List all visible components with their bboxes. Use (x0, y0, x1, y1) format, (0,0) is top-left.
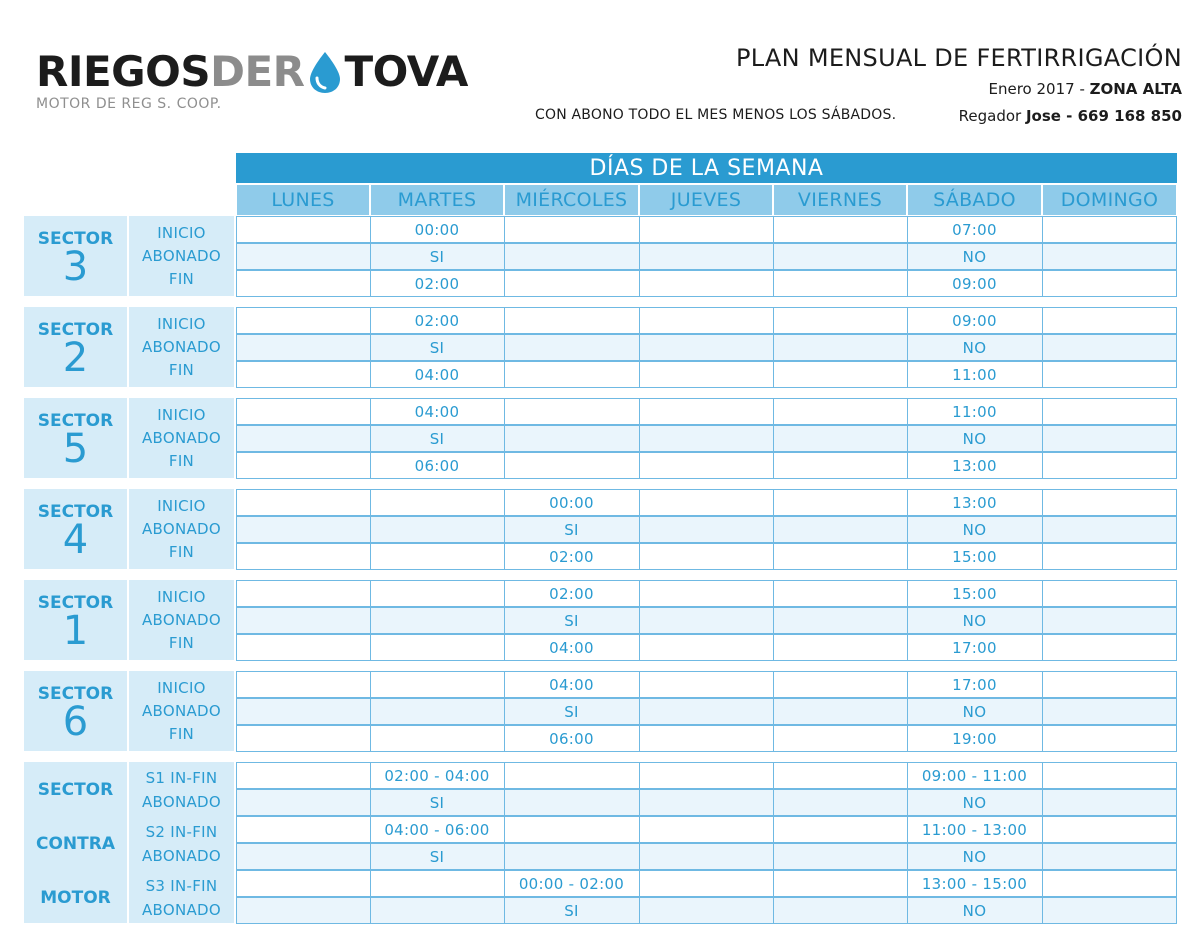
schedule-cell: 04:00 (549, 676, 594, 694)
sector-number: 2 (62, 335, 89, 381)
schedule-cell: 13:00 (952, 494, 997, 512)
contra-word: CONTRA (36, 834, 115, 854)
schedule-cell (773, 762, 907, 789)
schedule-cell: SI (564, 902, 579, 920)
schedule-cell (236, 843, 370, 870)
schedule-cell (639, 334, 773, 361)
schedule-cell: NO (962, 703, 987, 721)
schedule-cell (773, 425, 907, 452)
schedule-cell (370, 870, 504, 897)
schedule-cell (236, 671, 370, 698)
day-header-3: MIÉRCOLES (505, 185, 638, 215)
schedule-cell: NO (962, 848, 987, 866)
schedule-cell (773, 243, 907, 270)
schedule-cell (639, 361, 773, 388)
schedule-cell (773, 843, 907, 870)
schedule-cell (639, 270, 773, 297)
schedule-cell (236, 897, 370, 924)
schedule-cell (370, 516, 504, 543)
document-title: PLAN MENSUAL DE FERTIRRIGACIÓN (735, 44, 1182, 72)
sector-title: SECTOR (37, 320, 114, 340)
schedule-cell: 13:00 (952, 457, 997, 475)
schedule-cell (236, 489, 370, 516)
schedule-cell (639, 762, 773, 789)
row-label: ABONADO (141, 520, 222, 538)
schedule-cell (1042, 843, 1177, 870)
schedule-cell: 11:00 (952, 403, 997, 421)
schedule-cell (639, 425, 773, 452)
schedule-cell (1042, 489, 1177, 516)
row-label: INICIO (157, 679, 206, 697)
sector-number: 4 (62, 517, 89, 563)
schedule-cell (639, 897, 773, 924)
logo-subtitle: MOTOR DE REG S. COOP. (36, 96, 222, 112)
row-label: FIN (168, 452, 195, 470)
sector-title: SECTOR (37, 411, 114, 431)
schedule-cell (1042, 580, 1177, 607)
schedule-cell (504, 307, 639, 334)
schedule-cell (370, 543, 504, 570)
schedule-cell: 00:00 (414, 221, 460, 239)
schedule-cell (370, 580, 504, 607)
schedule-cell (236, 607, 370, 634)
schedule-cell: 17:00 (952, 676, 997, 694)
schedule-cell (236, 452, 370, 479)
schedule-cell (1042, 334, 1177, 361)
sector-number: 6 (62, 699, 89, 745)
schedule-cell (1042, 607, 1177, 634)
schedule-cell (639, 725, 773, 752)
row-label: FIN (168, 725, 195, 743)
week-header: DÍAS DE LA SEMANA (236, 153, 1177, 183)
schedule-cell (773, 516, 907, 543)
schedule-cell (773, 361, 907, 388)
schedule-cell (1042, 398, 1177, 425)
schedule-cell (1042, 698, 1177, 725)
schedule-cell: 02:00 - 04:00 (384, 767, 490, 785)
schedule-cell (1042, 361, 1177, 388)
day-header-6: SÁBADO (908, 185, 1041, 215)
schedule-cell: SI (564, 521, 579, 539)
schedule-cell (370, 897, 504, 924)
schedule-cell (773, 334, 907, 361)
zone-label: ZONA ALTA (1089, 80, 1182, 98)
schedule-cell (639, 307, 773, 334)
schedule-cell (773, 216, 907, 243)
schedule-cell: 04:00 - 06:00 (384, 821, 490, 839)
schedule-cell: 11:00 (952, 366, 997, 384)
schedule-cell (1042, 543, 1177, 570)
schedule-cell: 04:00 (414, 366, 460, 384)
schedule-cell: 15:00 (952, 585, 997, 603)
logo-text-tova: TOVA (344, 47, 468, 96)
sector-title: SECTOR (37, 502, 114, 522)
schedule-cell (639, 216, 773, 243)
schedule-cell (236, 543, 370, 570)
schedule-cell (504, 270, 639, 297)
row-label: FIN (168, 270, 195, 288)
schedule-cell (504, 762, 639, 789)
schedule-cell (504, 843, 639, 870)
schedule-cell: NO (962, 248, 987, 266)
row-label: INICIO (157, 315, 206, 333)
schedule-cell (1042, 816, 1177, 843)
schedule-cell (773, 816, 907, 843)
schedule-cell (1042, 243, 1177, 270)
schedule-cell: 09:00 - 11:00 (921, 767, 1028, 785)
day-header-1: LUNES (237, 185, 369, 215)
logo-text-der: DER (210, 47, 305, 96)
schedule-cell (370, 634, 504, 661)
contra-row-label: S2 IN-FIN (145, 823, 218, 841)
schedule-cell (773, 725, 907, 752)
schedule-cell: NO (962, 430, 987, 448)
schedule-cell: SI (429, 848, 445, 866)
schedule-cell: SI (564, 703, 579, 721)
schedule-cell: 09:00 (952, 312, 997, 330)
schedule-cell (1042, 671, 1177, 698)
schedule-cell: NO (962, 339, 987, 357)
schedule-cell (504, 398, 639, 425)
schedule-cell (236, 243, 370, 270)
fertilizer-note: CON ABONO TODO EL MES MENOS LOS SÁBADOS. (535, 107, 897, 123)
schedule-cell (370, 725, 504, 752)
row-label: INICIO (157, 224, 206, 242)
schedule-cell (639, 870, 773, 897)
schedule-cell: SI (429, 339, 445, 357)
sector-title: SECTOR (37, 229, 114, 249)
day-header-2: MARTES (371, 185, 503, 215)
schedule-cell (1042, 870, 1177, 897)
row-label: ABONADO (141, 247, 222, 265)
row-label: INICIO (157, 497, 206, 515)
schedule-cell (504, 334, 639, 361)
schedule-cell: 00:00 - 02:00 (518, 875, 625, 893)
schedule-cell (639, 634, 773, 661)
schedule-cell (1042, 762, 1177, 789)
schedule-cell (773, 398, 907, 425)
row-label: ABONADO (141, 429, 222, 447)
logo-text-riegos: RIEGOS (36, 47, 211, 96)
contra-row-label: ABONADO (141, 901, 222, 919)
contra-row-label: S1 IN-FIN (145, 769, 218, 787)
schedule-cell (236, 307, 370, 334)
schedule-cell (639, 489, 773, 516)
schedule-cell (1042, 425, 1177, 452)
schedule-cell (504, 243, 639, 270)
schedule-cell (639, 516, 773, 543)
schedule-cell: 17:00 (952, 639, 997, 657)
regador-label: Regador (958, 107, 1026, 125)
schedule-cell (639, 580, 773, 607)
schedule-cell (236, 361, 370, 388)
schedule-cell: 09:00 (952, 275, 997, 293)
schedule-cell (236, 216, 370, 243)
schedule-cell (236, 789, 370, 816)
schedule-cell: NO (962, 902, 987, 920)
schedule-cell: NO (962, 794, 987, 812)
company-logo (36, 47, 468, 96)
schedule-cell (236, 634, 370, 661)
schedule-cell (773, 607, 907, 634)
schedule-cell (1042, 634, 1177, 661)
schedule-cell (639, 398, 773, 425)
contra-row-label: ABONADO (141, 793, 222, 811)
sector-title: SECTOR (37, 593, 114, 613)
schedule-cell: SI (429, 794, 445, 812)
schedule-cell: NO (962, 612, 987, 630)
row-label: INICIO (157, 406, 206, 424)
schedule-cell: 04:00 (549, 639, 594, 657)
row-label: ABONADO (141, 702, 222, 720)
schedule-cell (504, 816, 639, 843)
schedule-cell: 00:00 (549, 494, 594, 512)
schedule-cell (504, 425, 639, 452)
schedule-cell (773, 698, 907, 725)
schedule-cell (236, 816, 370, 843)
schedule-cell (773, 580, 907, 607)
sector-title: SECTOR (37, 684, 114, 704)
schedule-cell (773, 789, 907, 816)
water-drop-icon (306, 50, 344, 94)
schedule-cell: NO (962, 521, 987, 539)
schedule-cell (773, 489, 907, 516)
schedule-cell (773, 543, 907, 570)
schedule-cell (773, 307, 907, 334)
schedule-cell (236, 725, 370, 752)
schedule-cell: 02:00 (414, 275, 460, 293)
schedule-cell (236, 762, 370, 789)
schedule-cell: 11:00 - 13:00 (921, 821, 1028, 839)
schedule-cell: 19:00 (952, 730, 997, 748)
schedule-cell (370, 489, 504, 516)
day-header-5: VIERNES (774, 185, 906, 215)
schedule-cell (773, 452, 907, 479)
schedule-cell (236, 425, 370, 452)
schedule-cell (236, 698, 370, 725)
contra-row-label: ABONADO (141, 847, 222, 865)
schedule-cell (504, 789, 639, 816)
sector-number: 5 (62, 426, 89, 472)
schedule-cell: 06:00 (549, 730, 594, 748)
day-header-7: DOMINGO (1043, 185, 1176, 215)
contra-word: SECTOR (37, 780, 114, 800)
sector-number: 3 (62, 244, 89, 290)
schedule-cell (1042, 725, 1177, 752)
schedule-cell (639, 698, 773, 725)
month-label: Enero 2017 - (988, 80, 1090, 98)
schedule-cell (639, 543, 773, 570)
schedule-cell (773, 634, 907, 661)
schedule-cell (639, 789, 773, 816)
schedule-cell: 13:00 - 15:00 (921, 875, 1028, 893)
schedule-cell: SI (564, 612, 579, 630)
schedule-cell: 02:00 (414, 312, 460, 330)
schedule-cell: 02:00 (549, 585, 594, 603)
schedule-cell (639, 607, 773, 634)
schedule-cell: SI (429, 248, 445, 266)
schedule-cell: 04:00 (414, 403, 460, 421)
schedule-cell (1042, 897, 1177, 924)
month-zone (989, 80, 1183, 98)
schedule-cell (236, 334, 370, 361)
schedule-cell (773, 897, 907, 924)
schedule-cell (639, 452, 773, 479)
schedule-cell (639, 816, 773, 843)
schedule-cell (773, 270, 907, 297)
schedule-cell (639, 671, 773, 698)
contra-word: MOTOR (40, 888, 111, 908)
schedule-cell (236, 870, 370, 897)
schedule-cell (236, 398, 370, 425)
row-label: ABONADO (141, 611, 222, 629)
schedule-cell (370, 671, 504, 698)
schedule-cell (504, 216, 639, 243)
schedule-cell: SI (429, 430, 445, 448)
schedule-cell (370, 607, 504, 634)
regador-contact: Jose - 669 168 850 (1025, 107, 1182, 125)
schedule-cell (1042, 270, 1177, 297)
schedule-cell (1042, 452, 1177, 479)
schedule-cell (773, 870, 907, 897)
schedule-cell (1042, 307, 1177, 334)
schedule-cell (639, 843, 773, 870)
row-label: FIN (168, 361, 195, 379)
schedule-cell: 15:00 (952, 548, 997, 566)
day-header-4: JUEVES (640, 185, 772, 215)
sector-number: 1 (62, 608, 89, 654)
schedule-cell: 06:00 (414, 457, 460, 475)
row-label: ABONADO (141, 338, 222, 356)
schedule-cell (504, 452, 639, 479)
schedule-cell (639, 243, 773, 270)
schedule-cell: 02:00 (549, 548, 594, 566)
schedule-cell: 07:00 (952, 221, 997, 239)
schedule-cell (236, 270, 370, 297)
schedule-cell (370, 698, 504, 725)
schedule-cell (1042, 516, 1177, 543)
row-label: INICIO (157, 588, 206, 606)
row-label: FIN (168, 543, 195, 561)
schedule-cell (1042, 789, 1177, 816)
regador-info (959, 107, 1182, 125)
schedule-cell (236, 580, 370, 607)
row-label: FIN (168, 634, 195, 652)
contra-row-label: S3 IN-FIN (145, 877, 218, 895)
schedule-cell (773, 671, 907, 698)
schedule-cell (504, 361, 639, 388)
schedule-cell (236, 516, 370, 543)
schedule-cell (1042, 216, 1177, 243)
